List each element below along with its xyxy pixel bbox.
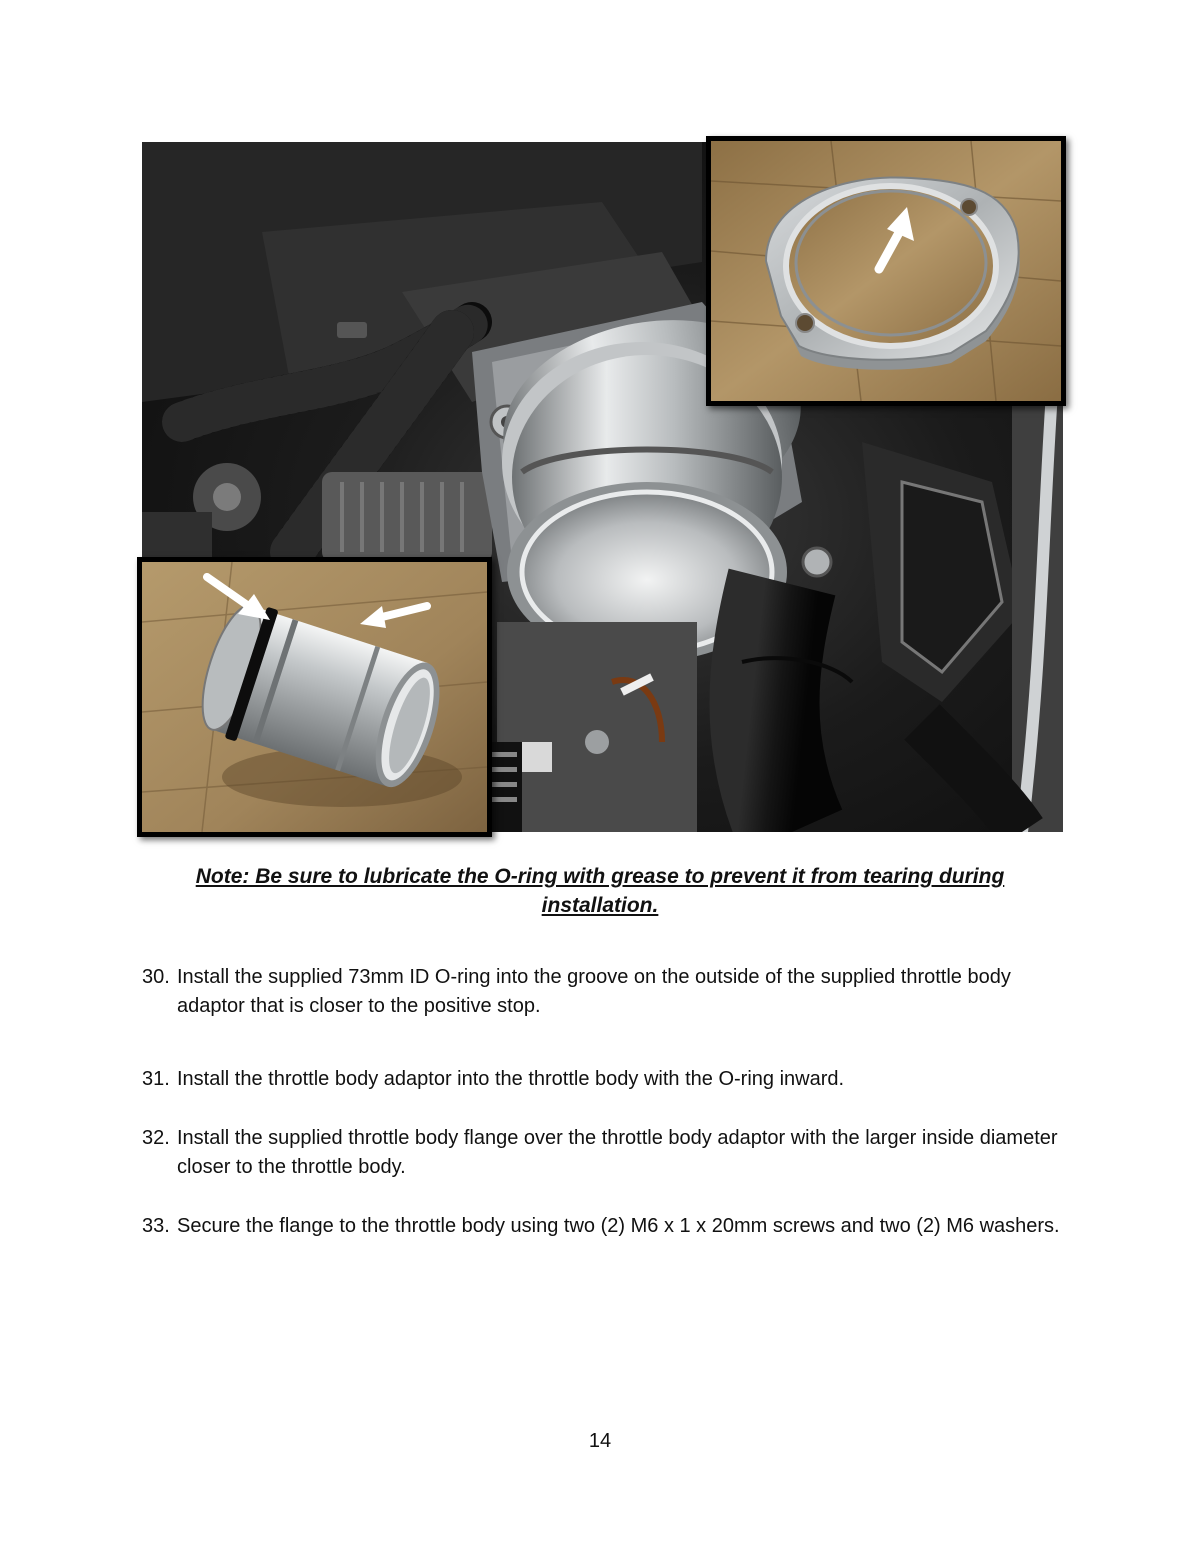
installation-steps — [142, 963, 1062, 1241]
step-text: Secure the flange to the throttle body using two (2) M6 x 1 x 20mm screws and two (2) M6 washers. — [177, 1215, 1060, 1237]
flange-illustration — [711, 141, 1061, 401]
flange-inset-photo — [706, 136, 1066, 406]
adaptor-illustration — [142, 562, 487, 832]
step-number: 32. — [142, 1127, 170, 1149]
lubrication-note: Note: Be sure to lubricate the O-ring with grease to prevent it from tearing during installation. — [195, 865, 1005, 917]
step-item — [142, 1065, 1062, 1094]
step-text: Install the supplied 73mm ID O-ring into the groove on the outside of the supplied throttle body adaptor that is closer to the positive stop. — [177, 966, 1011, 1017]
adaptor-inset-photo — [137, 557, 492, 837]
step-text: Install the throttle body adaptor into the throttle body with the O-ring inward. — [177, 1068, 845, 1090]
step-text: Install the supplied throttle body flange over the throttle body adaptor with the larger inside diameter closer to the throttle body. — [177, 1127, 1058, 1178]
step-number: 31. — [142, 1068, 170, 1090]
step-item — [142, 1124, 1062, 1182]
step-item — [142, 1212, 1062, 1241]
step-item — [142, 963, 1062, 1021]
step-number: 30. — [142, 966, 170, 988]
page-number: 14 — [588, 1430, 612, 1452]
step-number: 33. — [142, 1215, 170, 1237]
